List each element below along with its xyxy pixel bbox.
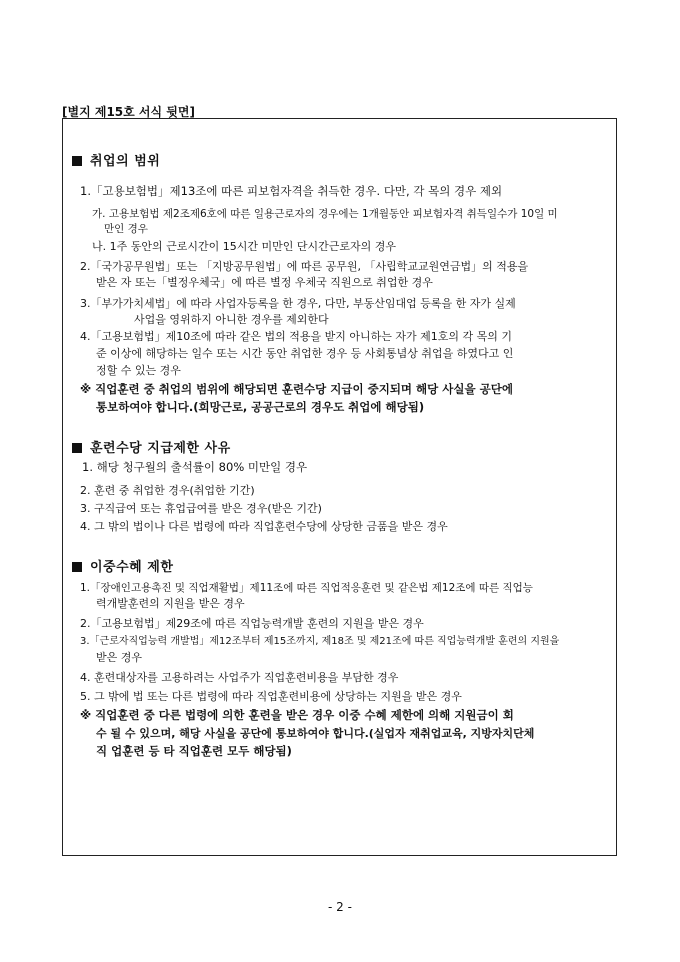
double-benefit-line: 3.「근로자직업능력 개발법」제12조부터 제15조까지, 제18조 및 제21조에 따른 직업능력개발 훈련의 지원을 [80, 636, 560, 647]
restriction-line: 2. 훈련 중 취업한 경우(취업한 기간) [80, 484, 255, 497]
square-bullet-icon [72, 443, 82, 453]
double-benefit-line: 4. 훈련대상자를 고용하려는 사업주가 직업훈련비용을 부담한 경우 [80, 671, 399, 684]
double-benefit-notice: 수 될 수 있으며, 해당 사실을 공단에 통보하여야 합니다.(실업자 재취업교육, 지방자치단체 [96, 727, 535, 740]
employment-line: 받은 자 또는「별정우체국」에 따른 별정 우체국 직원으로 취업한 경우 [96, 276, 433, 289]
employment-line: 준 이상에 해당하는 일수 또는 시간 동안 취업한 경우 등 사회통념상 취업을 하였다고 인 [96, 347, 514, 360]
double-benefit-notice: ※ 직업훈련 중 다른 법령에 의한 훈련을 받은 경우 이중 수혜 제한에 의해 지원금이 회 [80, 708, 514, 722]
section-heading-double-benefit: 이중수혜 제한 [72, 556, 173, 575]
employment-line: 가. 고용보험법 제2조제6호에 따른 일용근로자의 경우에는 1개월동안 피보험자격 취득일수가 10일 미 [92, 208, 558, 220]
double-benefit-notice: 직 업훈련 등 타 직업훈련 모두 해당됨) [96, 744, 292, 758]
double-benefit-line: 받은 경우 [96, 651, 143, 664]
employment-line: 나. 1주 동안의 근로시간이 15시간 미만인 단시간근로자의 경우 [92, 240, 396, 253]
section-heading-restriction: 훈련수당 지급제한 사유 [72, 437, 231, 456]
employment-line: 3.「부가가치세법」에 따라 사업자등록을 한 경우, 다만, 부동산임대업 등록을 한 자가 실제 [80, 297, 516, 310]
double-benefit-line: 5. 그 밖에 법 또는 다른 법령에 따라 직업훈련비용에 상당하는 지원을 받은 경우 [80, 690, 462, 703]
employment-line: 정할 수 있는 경우 [96, 364, 181, 377]
employment-notice: 통보하여야 합니다.(희망근로, 공공근로의 경우도 취업에 해당됨) [96, 400, 425, 414]
employment-line: 4.「고용보험법」제10조에 따라 같은 법의 적용을 받지 아니하는 자가 제1호의 각 목의 기 [80, 330, 512, 343]
employment-line: 만인 경우 [104, 223, 148, 235]
square-bullet-icon [72, 156, 82, 166]
page-number: - 2 - [328, 900, 352, 914]
section-heading-employment: 취업의 범위 [72, 150, 160, 169]
employment-line: 2.「국가공무원법」또는 「지방공무원법」에 따른 공무원, 「사립학교교원연금법」의 적용을 [80, 260, 529, 273]
form-label: [별지 제15호 서식 뒷면] [62, 105, 195, 119]
employment-line: 사업을 영위하지 아니한 경우를 제외한다 [134, 313, 329, 326]
square-bullet-icon [72, 562, 82, 572]
employment-line: 1.「고용보험법」제13조에 따른 피보험자격을 취득한 경우. 다만, 각 목의 경우 제외 [80, 184, 503, 198]
restriction-line: 4. 그 밖의 법이나 다른 법령에 따라 직업훈련수당에 상당한 금품을 받은 경우 [80, 520, 448, 533]
employment-notice: ※ 직업훈련 중 취업의 범위에 해당되면 훈련수당 지급이 중지되며 해당 사실을 공단에 [80, 382, 513, 396]
double-benefit-line: 1.「장애인고용촉진 및 직업재활법」제11조에 따른 직업적응훈련 및 같은법 제12조에 따른 직업능 [80, 582, 533, 594]
restriction-line: 1. 해당 청구월의 출석률이 80% 미만일 경우 [82, 460, 308, 474]
double-benefit-line: 2.「고용보험법」제29조에 따른 직업능력개발 훈련의 지원을 받은 경우 [80, 617, 424, 630]
double-benefit-line: 력개발훈련의 지원을 받은 경우 [96, 597, 245, 610]
restriction-line: 3. 구직급여 또는 휴업급여를 받은 경우(받은 기간) [80, 502, 322, 515]
